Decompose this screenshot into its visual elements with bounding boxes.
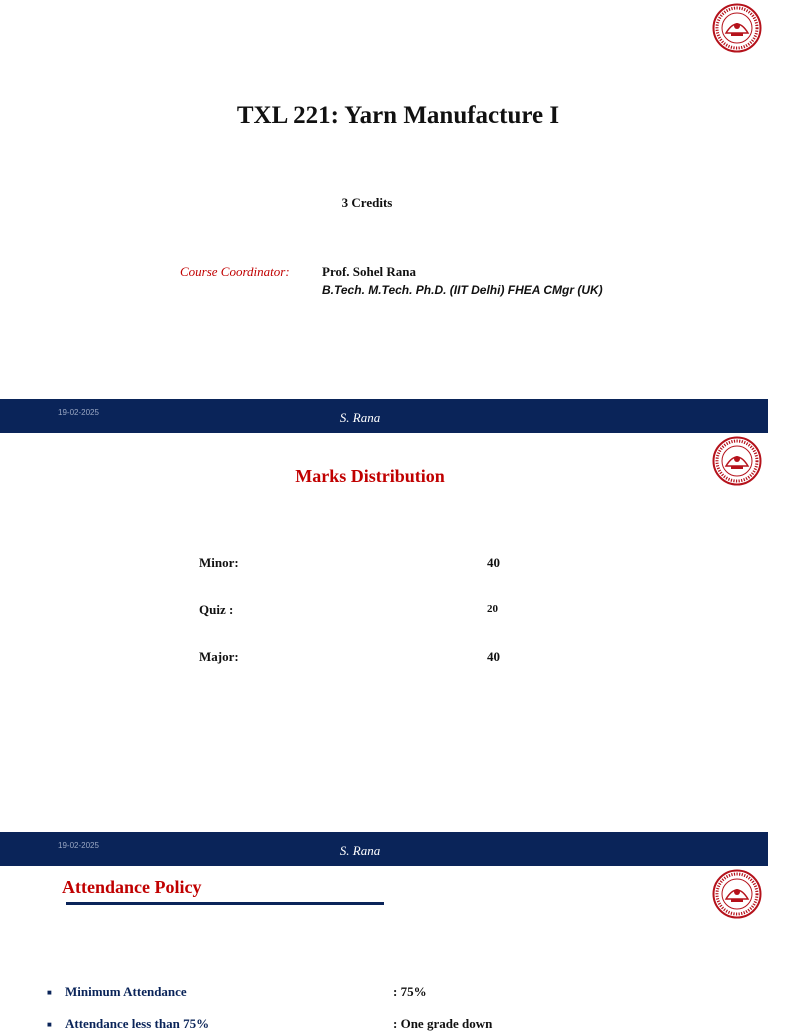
coordinator-label: Course Coordinator: xyxy=(180,264,290,279)
footer-date: 19-02-2025 xyxy=(58,841,99,850)
slide-course-title xyxy=(0,0,768,433)
attendance-value-minimum: : 75% xyxy=(393,984,427,999)
marks-label-minor: Minor: xyxy=(199,555,239,570)
bullet-icon: ■ xyxy=(47,988,52,997)
attendance-policy-title: Attendance Policy xyxy=(62,877,202,897)
bullet-icon: ■ xyxy=(47,1020,52,1029)
marks-label-quiz: Quiz : xyxy=(199,602,234,617)
marks-value-minor: 40 xyxy=(487,555,500,570)
attendance-value-less-than: : One grade down xyxy=(393,1016,493,1031)
coordinator-qualifications: B.Tech. M.Tech. Ph.D. (IIT Delhi) FHEA CMgr (UK) xyxy=(322,283,603,297)
attendance-label-minimum: Minimum Attendance xyxy=(65,984,187,999)
marks-value-quiz: 20 xyxy=(487,603,498,615)
course-credits: 3 Credits xyxy=(341,195,393,210)
footer-author: S. Rana xyxy=(339,843,381,858)
coordinator-name: Prof. Sohel Rana xyxy=(322,264,417,279)
slide-attendance-policy xyxy=(0,866,768,1031)
slide-footer xyxy=(0,832,768,866)
slide-footer xyxy=(0,399,768,433)
iit-delhi-logo-icon xyxy=(712,869,762,919)
slide-marks-distribution xyxy=(0,433,768,866)
marks-distribution-title: Marks Distribution xyxy=(295,466,445,486)
attendance-label-less-than: Attendance less than 75% xyxy=(65,1016,210,1031)
marks-value-major: 40 xyxy=(487,649,500,664)
marks-label-major: Major: xyxy=(199,649,239,664)
title-underline xyxy=(66,902,384,905)
footer-date: 19-02-2025 xyxy=(58,408,99,417)
course-title: TXL 221: Yarn Manufacture I xyxy=(236,102,560,129)
iit-delhi-logo-icon xyxy=(712,3,762,53)
footer-author: S. Rana xyxy=(339,410,381,425)
